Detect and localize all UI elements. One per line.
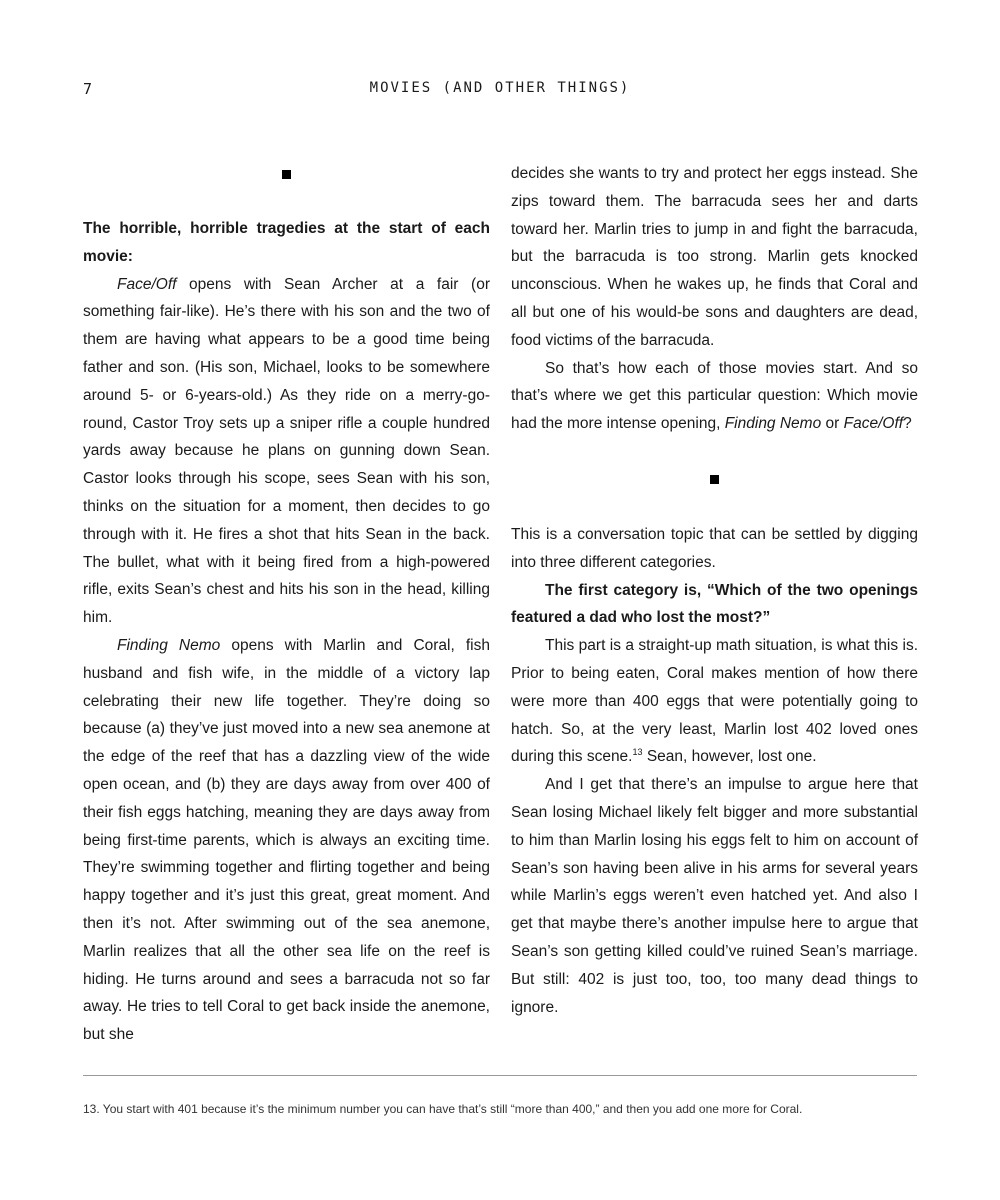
footnote: 13. You start with 401 because it’s the minimum number you can have that’s still “more than 400,” and then you add one more for Coral.: [83, 1102, 803, 1116]
paragraph-text: or: [821, 415, 844, 433]
paragraph-text: This part is a straight-up math situation, is what this is. Prior to being eaten, Coral makes mention of how there were more than 400 eggs that were potentially going to hatch. So, at the very least, Marlin lost 402 loved ones during this scene.: [511, 637, 918, 766]
section-heading: The horrible, horrible tragedies at the start of each movie:: [83, 220, 490, 265]
paragraph-faceoff: [83, 271, 490, 632]
paragraph-continued: decides she wants to try and protect her eggs instead. She zips toward them. The barracuda sees her and darts toward her. Marlin tries to jump in and fight the barracuda, but the barracuda is too strong. Marlin gets knocked unconscious. When he wakes up, he finds that Coral and all but one of his would-be sons and daughters are dead, food victims of the barracuda.: [511, 165, 918, 349]
category-heading: The first category is, “Which of the two openings featured a dad who lost the most?”: [511, 581, 918, 627]
section-break: [83, 160, 490, 188]
page-number: 7: [83, 80, 94, 98]
paragraph-text: Sean, however, lost one.: [642, 748, 817, 766]
paragraph-intro: This is a conversation topic that can be settled by digging into three different categories.: [511, 525, 918, 571]
paragraph-question: [511, 355, 918, 438]
movie-title-nemo: Finding Nemo: [117, 636, 221, 654]
footnote-rule: [83, 1075, 917, 1076]
right-column: [511, 160, 918, 1021]
section-break-square-icon: [282, 170, 291, 179]
running-head: MOVIES (AND OTHER THINGS): [369, 80, 631, 96]
footnote-reference: 13: [632, 747, 643, 758]
paragraph-nemo: [83, 632, 490, 1049]
movie-title-faceoff: Face/Off: [117, 275, 177, 293]
section-break-square-icon: [710, 475, 719, 484]
paragraph-text: ?: [903, 415, 912, 433]
paragraph-math: [511, 632, 918, 771]
movie-title-nemo: Finding Nemo: [724, 415, 822, 433]
movie-title-faceoff: Face/Off: [843, 415, 904, 433]
paragraph-text: So that’s how each of those movies start. And so that’s where we get this particular question: Which movie had the more intense opening,: [511, 359, 918, 433]
section-break: [511, 466, 918, 494]
paragraph-text: opens with Sean Archer at a fair (or something fair-like). He’s there with his son and the two of them are having what appears to be a good time being father and son. (His son, Michael, looks to be somewhere around 5- or 6-years-old.) As they ride on a merry-go-round, Castor Troy sets up a sniper rifle a couple hundred yards away because he plans on gunning down Sean. Castor looks through his scope, sees Sean with his son, thinks on the situation for a moment, then decides to go through with it. He fires a shot that hits Sean in the back. The bullet, what with it being fired from a high-powered rifle, exits Sean’s chest and hits his son in the head, killing him.: [83, 275, 490, 627]
paragraph-argument: And I get that there’s an impulse to argue here that Sean losing Michael likely felt bigger and more substantial to him than Marlin losing his eggs felt to him on account of Sean’s son having been alive in his arms for several years while Marlin’s eggs weren’t even hatched yet. And also I get that maybe there’s another impulse here to argue that Sean’s son getting killed could’ve ruined Sean’s marriage. But still: 402 is just too, too, too many dead things to ignore.: [511, 776, 918, 1016]
left-column: [83, 160, 490, 1049]
paragraph-text: opens with Marlin and Coral, fish husband and fish wife, in the middle of a victory lap celebrating their new life together. They’re doing so because (a) they’ve just moved into a new sea anemone at the edge of the reef that has a dazzling view of the wide open ocean, and (b) they are days away from over 400 of their fish eggs hatching, meaning they are days away from being first-time parents, which is always an exciting time. They’re swimming together and flirting together and being happy together and it’s just this great, great moment. And then it’s not. After swimming out of the sea anemone, Marlin realizes that all the other sea life on the reef is hiding. He turns around and sees a barracuda not so far away. He tries to tell Coral to get back inside the anemone, but she: [83, 636, 490, 1044]
